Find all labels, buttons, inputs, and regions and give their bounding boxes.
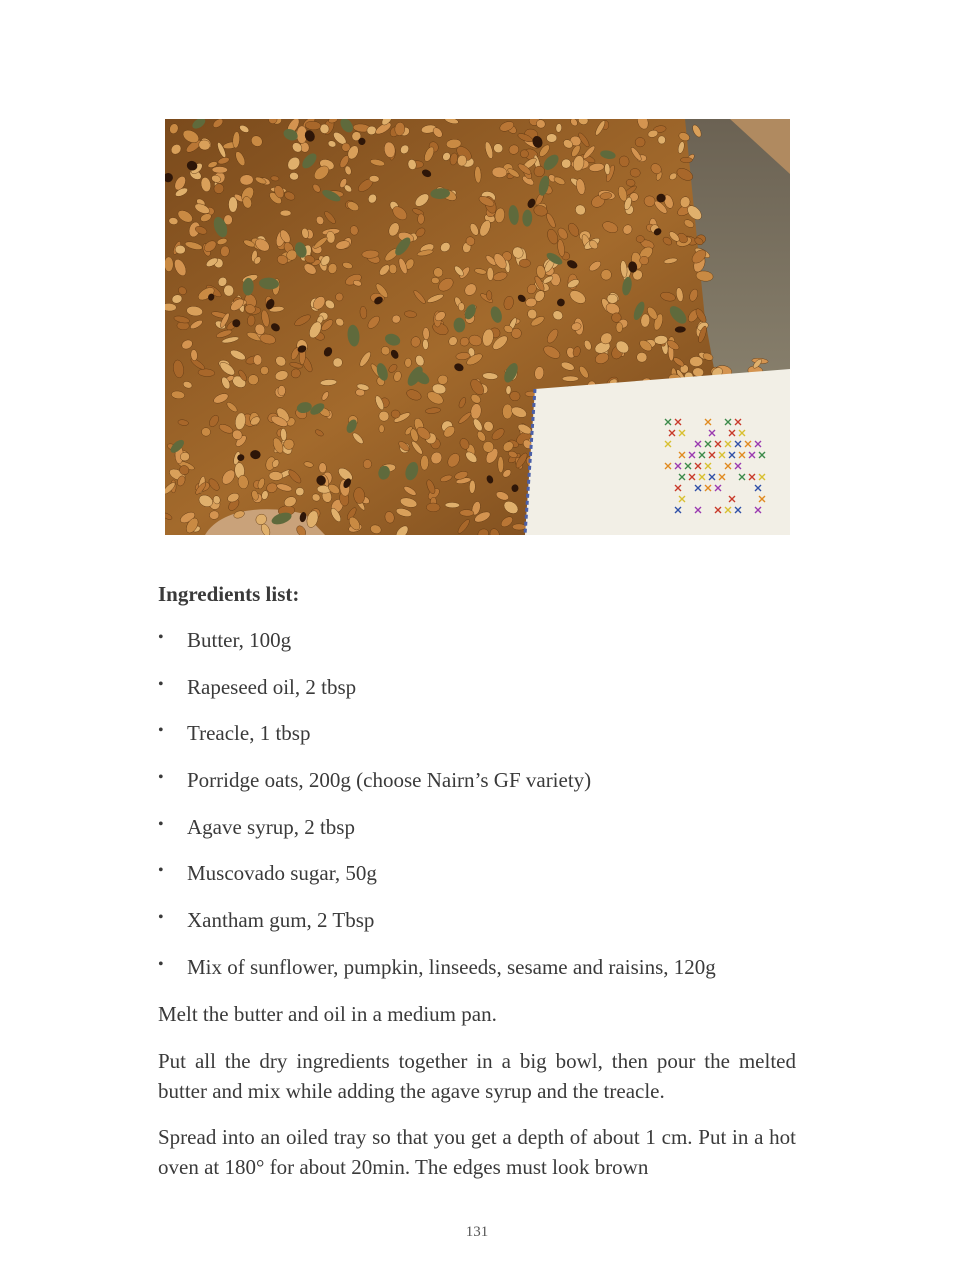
bullet-icon: •: [158, 722, 164, 740]
ingredient-text: Rapeseed oil, 2 tbsp: [187, 674, 357, 699]
method-paragraph-1: Melt the butter and oil in a medium pan.: [158, 1002, 497, 1026]
bullet-icon: •: [158, 815, 164, 833]
ingredient-text: Porridge oats, 200g (choose Nairn’s GF variety): [187, 768, 592, 793]
bullet-icon: •: [158, 629, 164, 646]
bullet-icon: •: [158, 909, 164, 927]
list-item: [158, 906, 798, 953]
flapjack-photo: [165, 119, 790, 535]
method-paragraph-2: Put all the dry ingredients together in a big bowl, then pour the melted butter and mix while adding the agave syrup and the treacle.: [158, 1049, 796, 1103]
list-item: [158, 953, 798, 1000]
list-item: [158, 766, 798, 813]
bullet-icon: •: [158, 769, 164, 787]
bullet-icon: •: [158, 955, 164, 973]
ingredient-text: Mix of sunflower, pumpkin, linseeds, sesame and raisins, 120g: [187, 954, 716, 979]
list-item: [158, 813, 798, 860]
bullet-icon: •: [158, 675, 164, 693]
list-item: [158, 719, 798, 766]
method-paragraph-3: Spread into an oiled tray so that you get a depth of about 1 cm. Put in a hot oven at 180° for about 20min. The edges must look brown: [158, 1125, 796, 1179]
ingredients-heading: Ingredients list:: [158, 582, 300, 606]
page-number: 131: [465, 1224, 489, 1240]
list-item: [158, 626, 798, 673]
ingredient-text: Treacle, 1 tbsp: [187, 721, 311, 746]
list-item: [158, 673, 798, 720]
ingredient-text: Butter, 100g: [187, 628, 292, 652]
list-item: [158, 859, 798, 906]
ingredient-text: Xantham gum, 2 Tbsp: [187, 908, 375, 933]
ingredients-list: [158, 626, 798, 1000]
bullet-icon: •: [158, 862, 164, 880]
ingredient-text: Muscovado sugar, 50g: [187, 861, 377, 886]
ingredient-text: Agave syrup, 2 tbsp: [187, 814, 355, 839]
